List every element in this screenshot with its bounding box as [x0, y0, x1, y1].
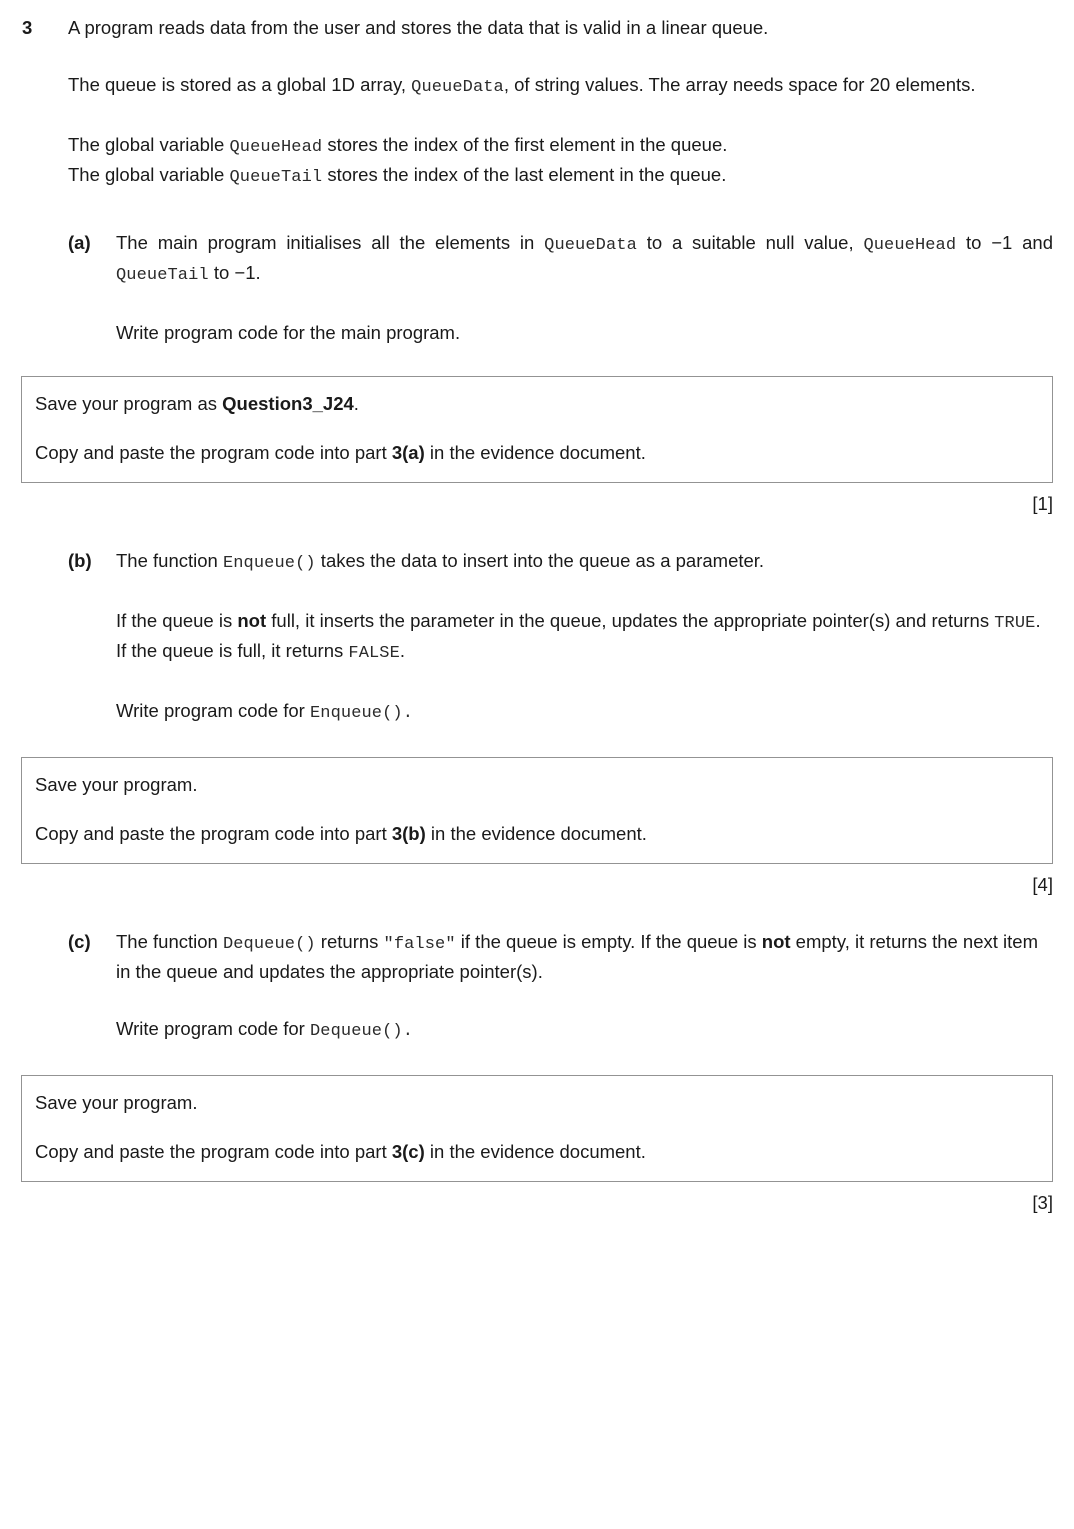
part-b-text2-before: If the queue is — [116, 610, 238, 631]
part-c-text1-mid: returns — [315, 931, 384, 952]
spacer — [116, 289, 1053, 319]
save-line-a2 — [35, 439, 1039, 466]
spacer — [116, 985, 1053, 1015]
marks-a: [1] — [1032, 493, 1053, 514]
part-a-text1-mid2: to −1 and — [956, 232, 1053, 253]
part-c-label: (c) — [68, 931, 91, 952]
code-false: FALSE — [348, 644, 400, 663]
question-stem-row — [21, 14, 1053, 41]
para4-after: stores the index of the last element in the queue. — [322, 164, 727, 185]
part-b-text1 — [116, 547, 1053, 577]
save-a1-after: . — [353, 393, 359, 414]
spacer — [21, 346, 1053, 376]
code-queuedata: QueueData — [544, 236, 637, 255]
spacer — [21, 101, 1053, 131]
part-a-text1 — [116, 229, 1053, 289]
emphasis-not: not — [761, 931, 791, 952]
question-para4 — [68, 161, 1053, 191]
code-queuehead: QueueHead — [863, 236, 957, 255]
para3-before: The global variable — [68, 134, 230, 155]
question-stem-text — [68, 14, 1053, 41]
code-queuehead: QueueHead — [229, 138, 323, 157]
part-a-text2: Write program code for the main program. — [116, 322, 461, 343]
spacer — [21, 191, 1053, 229]
part-c-text1-before: The function — [116, 931, 223, 952]
code-queuetail: QueueTail — [229, 168, 323, 187]
save-c2-before: Copy and paste the program code into part — [35, 1141, 392, 1162]
part-a-label: (a) — [68, 232, 91, 253]
part-b-text3 — [116, 697, 1053, 727]
part-c-text1-mid2: if the queue is empty. If the queue is — [455, 931, 762, 952]
marks-c: [3] — [1032, 1192, 1053, 1213]
save-c2-after: in the evidence document. — [424, 1141, 646, 1162]
spacer — [21, 517, 1053, 547]
save-line-b2 — [35, 820, 1039, 847]
question-para3 — [68, 131, 1053, 161]
part-a-text1-after: to −1. — [208, 262, 261, 283]
para3-after: stores the index of the first element in the queue. — [322, 134, 728, 155]
save-a1-before: Save your program as — [35, 393, 223, 414]
code-true: TRUE — [994, 614, 1036, 633]
emphasis-not: not — [237, 610, 267, 631]
part-c-text1-after: empty, it returns the next item in the queue and updates the appropriate pointer(s). — [116, 931, 1038, 982]
para4-before: The global variable — [68, 164, 230, 185]
save-line-c2 — [35, 1138, 1039, 1165]
part-c-text2 — [116, 1015, 1053, 1045]
code-queuetail: QueueTail — [116, 266, 209, 285]
part-a-text1-before: The main program initialises all the elements in — [116, 232, 545, 253]
code-dequeue: Dequeue(). — [309, 1022, 414, 1041]
part-b-text2-after: . — [399, 640, 406, 661]
part-b-text1-after: takes the data to insert into the queue as a parameter. — [315, 550, 765, 571]
spacer — [21, 41, 1053, 71]
spacer — [21, 898, 1053, 928]
spacer — [21, 1045, 1053, 1075]
part-b-text2-mid: full, it inserts the parameter in the queue, updates the appropriate pointer(s) and returns — [266, 610, 995, 631]
code-queuedata: QueueData — [411, 78, 504, 97]
part-b-text3-before: Write program code for — [116, 700, 310, 721]
question-stem-paragraph — [68, 14, 1053, 41]
save-line-c1: Save your program. — [35, 1092, 198, 1113]
part-b-text1-before: The function — [116, 550, 223, 571]
part-ref-3a: 3(a) — [391, 442, 425, 463]
spacer — [116, 577, 1053, 607]
question-para2 — [68, 71, 1053, 101]
part-b-label: (b) — [68, 550, 92, 571]
spacer — [21, 727, 1053, 757]
part-b-text2-mid2: . If the queue is full, it returns — [116, 610, 1041, 661]
part-ref-3b: 3(b) — [391, 823, 426, 844]
question-para3-text — [68, 131, 1053, 191]
part-a-text1-mid: to a suitable null value, — [636, 232, 864, 253]
part-c-body — [116, 928, 1053, 1045]
question-para3-row — [21, 131, 1053, 191]
part-c-text1 — [116, 928, 1053, 985]
question-number: 3 — [22, 17, 33, 38]
marks-b: [4] — [1032, 874, 1053, 895]
para2-before: The queue is stored as a global 1D array, — [68, 74, 412, 95]
part-b-text2 — [116, 607, 1053, 667]
save-instruction-box-c — [21, 1075, 1053, 1182]
para2-after: , of string values. The array needs space for 20 elements. — [503, 74, 976, 95]
code-dequeue: Dequeue() — [222, 935, 316, 954]
save-line-b1: Save your program. — [35, 774, 198, 795]
code-enqueue: Enqueue(). — [309, 704, 414, 723]
save-line-a1 — [35, 390, 1039, 417]
save-a2-before: Copy and paste the program code into part — [35, 442, 392, 463]
save-b2-before: Copy and paste the program code into part — [35, 823, 392, 844]
code-enqueue: Enqueue() — [222, 554, 316, 573]
question-stem-label: A program reads data from the user and stores the data that is valid in a linear queue. — [68, 17, 769, 38]
part-c-text2-before: Write program code for — [116, 1018, 310, 1039]
save-instruction-box-a — [21, 376, 1053, 483]
save-a2-after: in the evidence document. — [424, 442, 646, 463]
filename-question3-j24: Question3_J24 — [222, 393, 354, 414]
spacer — [116, 667, 1053, 697]
part-b-body — [116, 547, 1053, 727]
save-b2-after: in the evidence document. — [425, 823, 647, 844]
part-a-body — [116, 229, 1053, 346]
code-false-string: "false" — [383, 935, 456, 954]
part-a-row — [21, 229, 1053, 346]
question-para2-row — [21, 71, 1053, 101]
question-para2-text — [68, 71, 1053, 101]
part-b-row — [21, 547, 1053, 727]
save-instruction-box-b — [21, 757, 1053, 864]
part-ref-3c: 3(c) — [391, 1141, 425, 1162]
part-c-row — [21, 928, 1053, 1045]
